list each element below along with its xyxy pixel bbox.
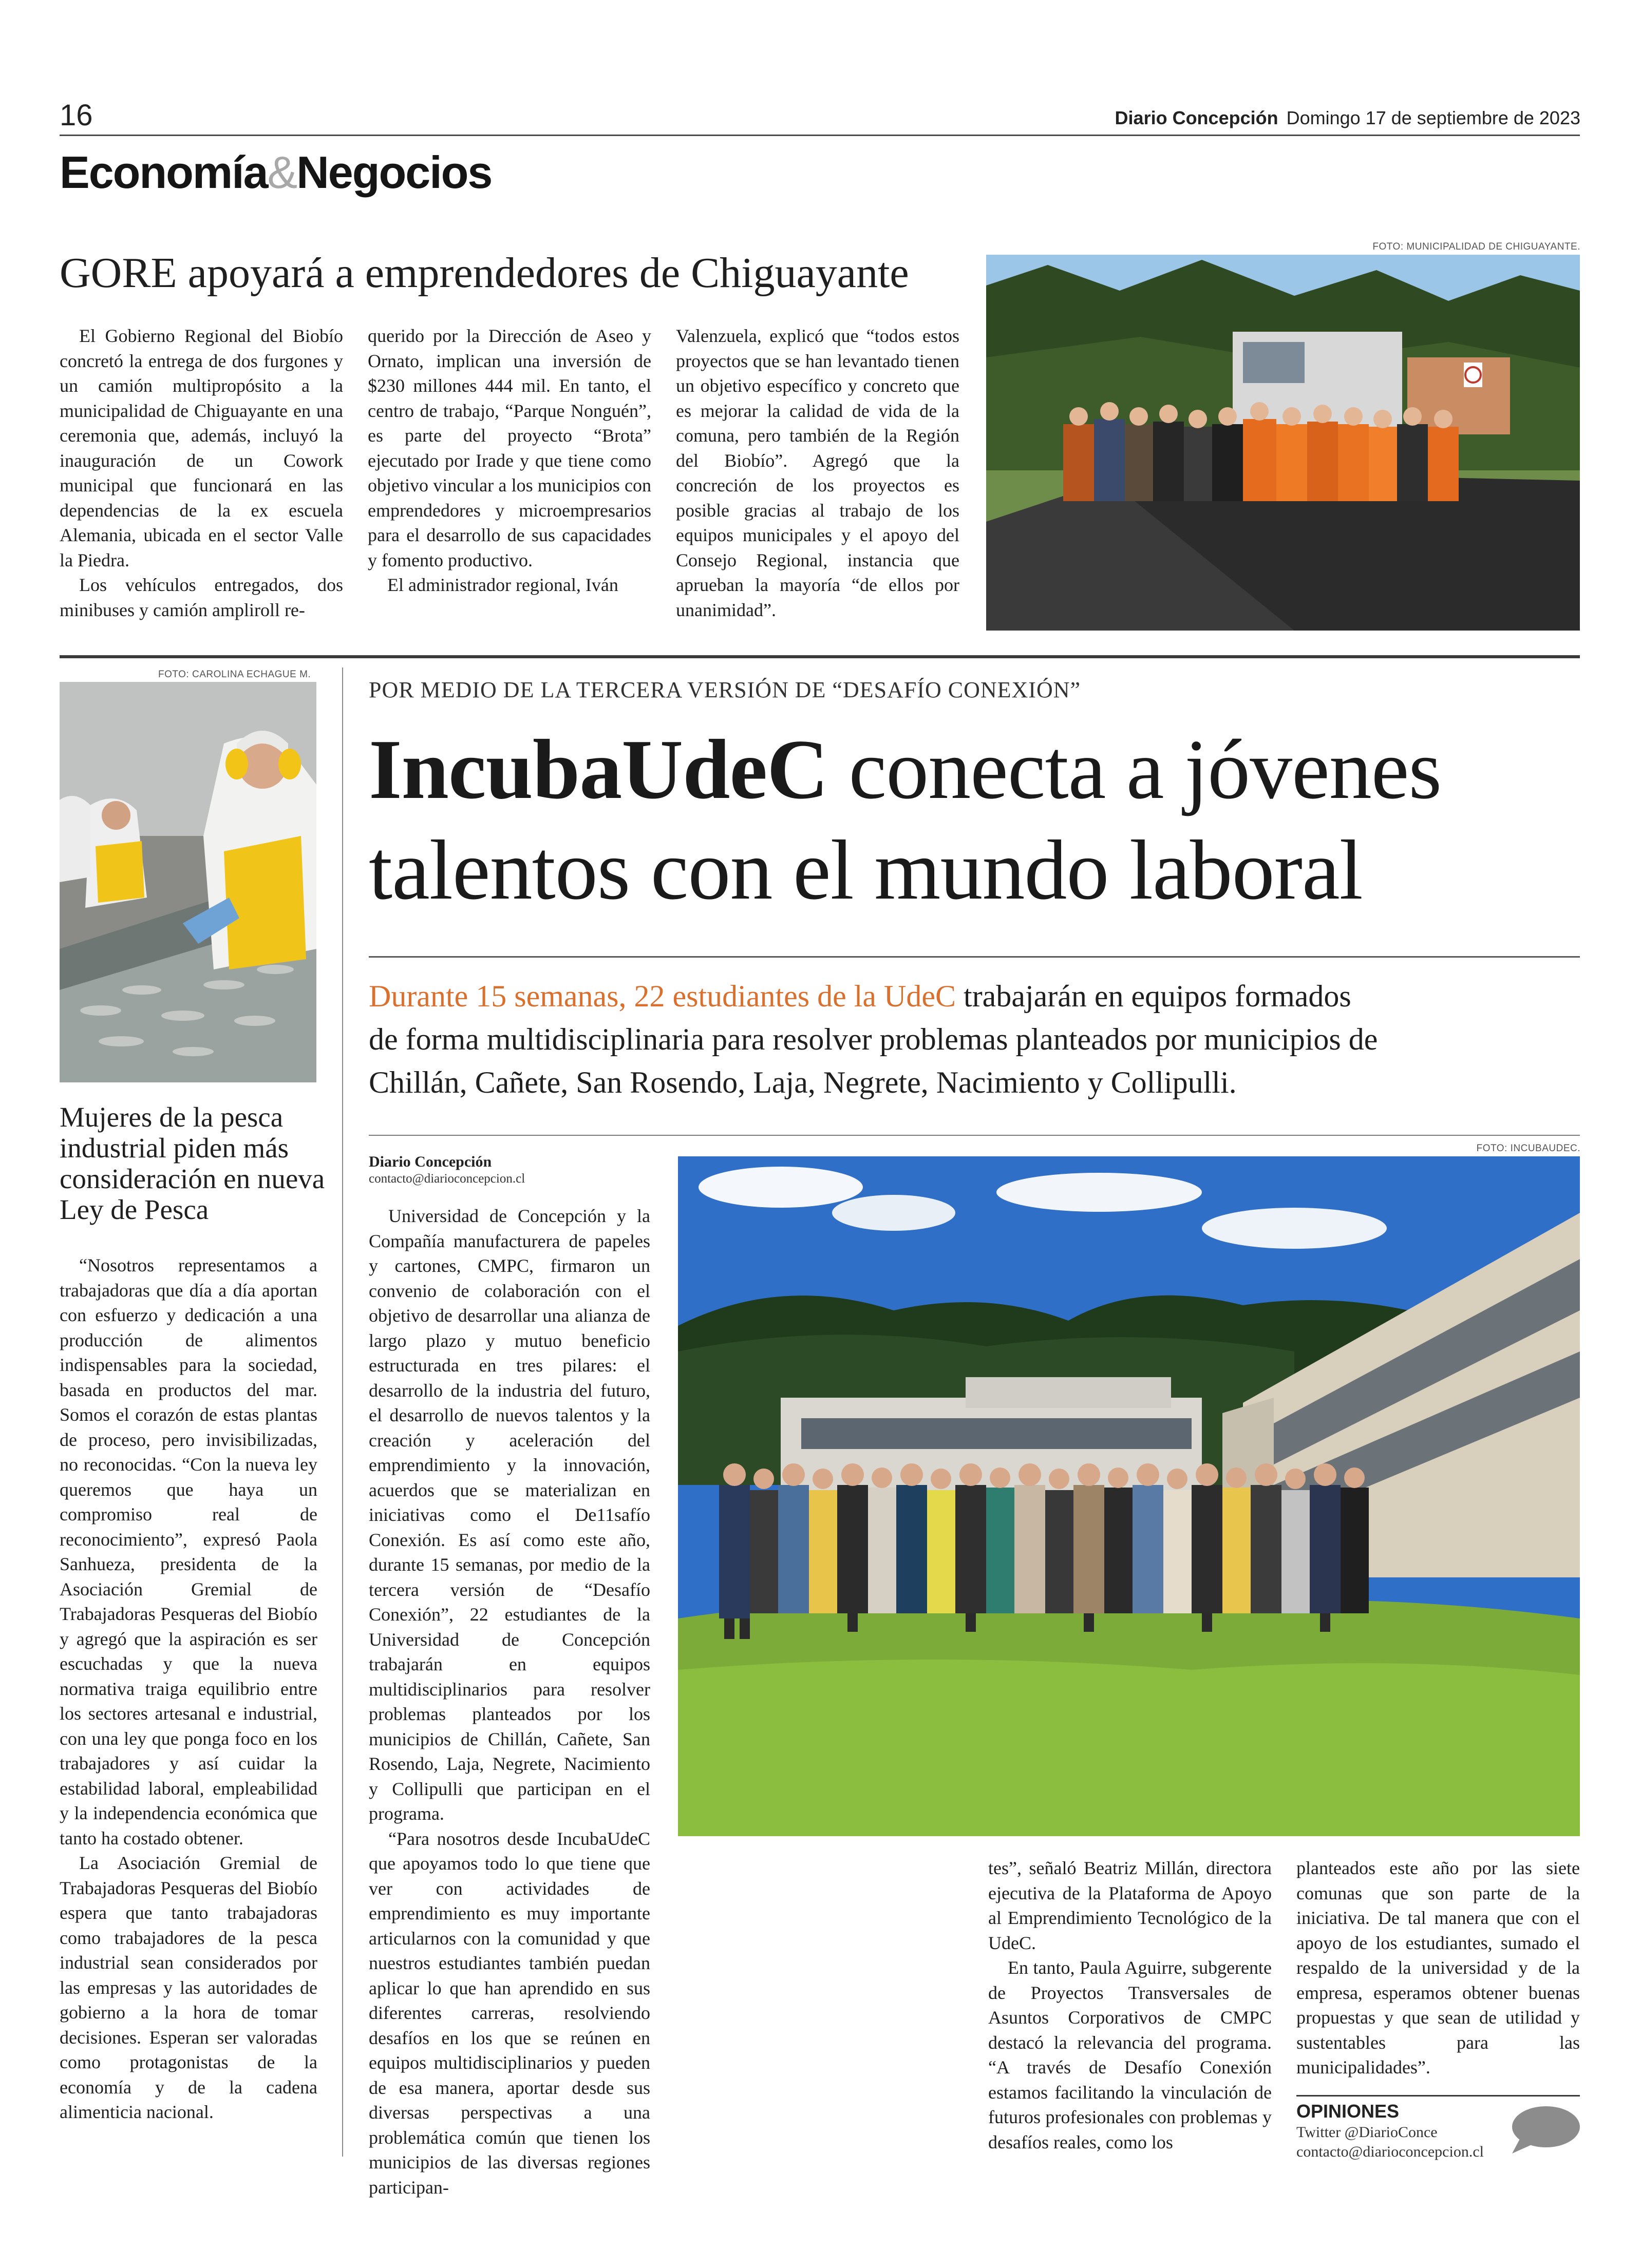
gore-col2-paragraph-1: querido por la Dirección de Aseo y Ornato, implican una inversión de $230 millones 444 mil. En tanto, el centro de trabajo, “Parque Nonguén”, es parte del proyecto “Brota” ejecutado por Irade y que tiene como objetivo vincular a los municipios con emprendedores y microempresarios para el desarrollo de sus capacidades y fomento productivo.: [368, 326, 651, 570]
lead-top-rule: [369, 956, 1580, 958]
main-kicker: POR MEDIO DE LA TERCERA VERSIÓN DE “DESAFÍO CONEXIÓN”: [369, 677, 1081, 702]
section-title-economia: Economía: [60, 147, 268, 198]
main-headline-rest: conecta a jóvenes: [828, 722, 1442, 816]
gore-photo-credit: FOTO: MUNICIPALIDAD DE CHIGUAYANTE.: [1372, 241, 1580, 252]
speech-bubble-icon: [1509, 2104, 1581, 2156]
main-column-1: [369, 1204, 650, 2200]
pesca-paragraph-2: La Asociación Gremial de Trabajadoras Pesqueras del Biobío espera que tanto trabajadoras como trabajadores de la pesca industrial sean considerados por las empresas y las autoridades de gobierno a la hora de tomar decisiones. Esperan ser valoradas como protagonistas de la economía y de la cadena alimenticia nacional.: [60, 1853, 317, 2122]
main-col1-paragraph-2: “Para nosotros desde IncubaUdeC que apoyamos todo lo que tiene que ver con actividades de emprendimiento es muy importante articularnos con la comunidad y que nuestros estudiantes también puedan aplicar lo que han aprendido en sus diferentes carreras, resolviendo desafíos en los que se reúnen en equipos multidisciplinarios y pueden de esa manera, aportar desde sus diversas perspectivas a una problemática común que tienen los municipios de las diversas regiones participan-: [369, 1828, 650, 2198]
issue-date: Domingo 17 de septiembre de 2023: [1286, 107, 1580, 128]
pesca-body: [60, 1253, 317, 2125]
main-col2-paragraph-2: En tanto, Paula Aguirre, subgerente de Proyectos Transversales de Asuntos Corporativos de CMPC destacó la relevancia del programa. “A través de Desafío Conexión estamos facilitando la vinculación de futuros profesionales con problemas y desafíos reales, como los: [988, 1957, 1272, 2152]
main-lead: [369, 975, 1378, 1104]
main-col1-paragraph-1: Universidad de Concepción y la Compañía manufacturera de papeles y cartones, CMPC, firmaron un convenio de colaboración con el objetivo de desarrollar una alianza de largo plazo y mutuo beneficio estructurada en tres pilares: el desarrollo de la industria del futuro, el desarrollo de nuevos talentos y la creación y aceleración del emprendimiento y la innovación, acuerdos que se materializan en iniciativas como el De11safío Conexión. Es así como este año, durante 15 semanas, por medio de la tercera versión de “Desafío Conexión”, 22 estudiantes de la Universidad de Concepción trabajarán en equipos multidisciplinarios para resolver problemas planteados por los municipios de Chillán, Cañete, San Rosendo, Laja, Negrete, Nacimiento y Collipulli que participan en el programa.: [369, 1206, 650, 1824]
lead-line-1: [369, 975, 1378, 1018]
section-title: [60, 147, 492, 198]
gore-bottom-rule: [60, 655, 1580, 658]
pesca-photo-credit: FOTO: CAROLINA ECHAGUE M.: [158, 669, 311, 680]
sidebar-divider: [342, 668, 343, 2157]
opinions-rule: [1296, 2095, 1580, 2097]
opinions-twitter: Twitter @DiarioConce: [1296, 2124, 1438, 2141]
lead-line-1-rest: trabajarán en equipos formados: [956, 979, 1351, 1013]
main-headline-line-1: [369, 719, 1441, 819]
gore-column-2: [368, 323, 651, 598]
pesca-headline: Mujeres de la pesca industrial piden más consideración en nueva Ley de Pesca: [60, 1101, 325, 1225]
opinions-title: OPINIONES: [1296, 2101, 1400, 2122]
main-headline-brand: IncubaUdeC: [369, 722, 828, 816]
byline-email: contacto@diarioconcepcion.cl: [369, 1172, 525, 1186]
lead-bottom-rule: [369, 1135, 1580, 1136]
gore-col3-paragraph-1: Valenzuela, explicó que “todos estos proyectos que se han levantado tienen un objetivo específico y concreto que es mejorar la calidad de vida de la comuna, pero también de la Región del Biobío”. Agregó que la concreción de los proyectos es posible gracias al trabajo de los equipos municipales y el apoyo del Consejo Regional, instancia que aprueban la mayoría “de ellos por unanimidad”.: [676, 326, 959, 620]
pesca-photo: [60, 682, 316, 1082]
gore-column-3: [676, 323, 959, 622]
main-col2-paragraph-1: tes”, señaló Beatriz Millán, directora ejecutiva de la Plataforma de Apoyo al Emprendimiento Tecnológico de la UdeC.: [988, 1858, 1272, 1953]
main-column-2: [988, 1856, 1272, 2155]
section-title-negocios: Negocios: [296, 147, 492, 198]
main-headline-line-2: talentos con el mundo laboral: [369, 823, 1363, 917]
main-headline: [369, 719, 1441, 920]
main-photo-credit: FOTO: INCUBAUDEC.: [1476, 1143, 1580, 1154]
gore-col2-paragraph-2: El administrador regional, Iván: [387, 575, 618, 595]
gore-headline: GORE apoyará a emprendedores de Chiguayante: [60, 249, 909, 297]
gore-col1-paragraph-2: Los vehículos entregados, dos minibuses y camión ampliroll re-: [60, 575, 343, 620]
byline-name: Diario Concepción: [369, 1153, 492, 1170]
main-photo: [678, 1156, 1580, 1836]
pesca-paragraph-1: “Nosotros representamos a trabajadoras que día a día aportan con esfuerzo y dedicación a una producción de alimentos indispensables para la sociedad, basada en productos del mar. Somos el corazón de estas plantas de proceso, pero invisibilizadas, no reconocidas. “Con la nueva ley queremos que haya un compromiso real de reconocimiento”, expresó Paola Sanhueza, presidenta de la Asociación Gremial de Trabajadoras Pesqueras del Biobío y agregó que la aspiración es ser escuchadas y que la nueva normativa traiga equilibrio entre los sectores artesanal e industrial, con una ley que ponga foco en los trabajadores y así cuidar la estabilidad laboral, empleabilidad y la independencia económica que tanto ha costado obtener.: [60, 1255, 317, 1848]
lead-line-3: Chillán, Cañete, San Rosendo, Laja, Negrete, Nacimiento y Collipulli.: [369, 1065, 1237, 1099]
page-number: 16: [60, 99, 93, 132]
main-column-3: [1296, 1856, 1580, 2080]
header-rule: [60, 135, 1580, 136]
gore-col1-paragraph-1: El Gobierno Regional del Biobío concretó la entrega de dos furgones y un camión multipropósito a la municipalidad de Chiguayante en una ceremonia que, además, incluyó la inauguración de un Cowork municipal que funcionará en las dependencias de la ex escuela Alemania, ubicada en el sector Valle la Piedra.: [60, 326, 343, 570]
gore-column-1: [60, 323, 343, 622]
main-col3-paragraph-1: planteados este año por las siete comunas que son parte de la iniciativa. De tal manera que con el apoyo de los estudiantes, sumado el respaldo de la universidad y de la empresa, esperamos obtener buenas propuestas y que sean de utilidad y sustentables para las municipalidades”.: [1296, 1858, 1580, 2078]
masthead-line: [1115, 106, 1580, 130]
gore-photo: [986, 255, 1580, 631]
opinions-email: contacto@diarioconcepcion.cl: [1296, 2143, 1484, 2160]
publication-name: Diario Concepción: [1115, 107, 1278, 128]
lead-line-2: de forma multidisciplinaria para resolver problemas planteados por municipios de: [369, 1022, 1378, 1056]
section-title-ampersand: &: [267, 147, 297, 198]
lead-highlight: Durante 15 semanas, 22 estudiantes de la UdeC: [369, 979, 956, 1013]
